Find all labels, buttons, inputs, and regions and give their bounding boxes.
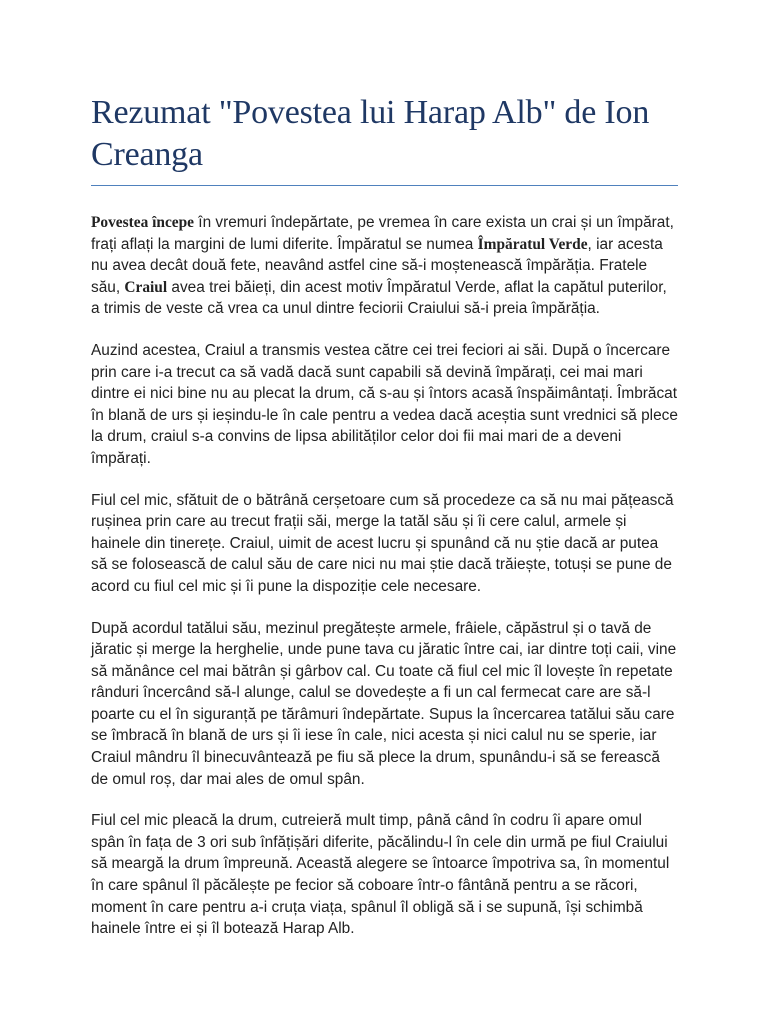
paragraph-2: Auzind acestea, Craiul a transmis vestea către cei trei feciori ai săi. După o încercare prin care i-a trecut ca să vadă dacă sunt capabili să devină împărați, cei mai mari dintre ei nici bine nu au plecat la drum, că s-au și întors acasă înspăimântați. Îmbrăcat în blană de urs și ieșindu-le în cale pentru a vedea dacă aceștia sunt vrednici să plece la drum, craiul s-a convins de lipsa abilităților celor doi fii mai mari de a deveni împărați. [91, 341, 678, 467]
paragraph-1 [91, 212, 678, 320]
paragraph-3: Fiul cel mic, sfătuit de o bătrână cerșetoare cum să procedeze ca să nu mai pățească rușinea prin care au trecut frații săi, merge la tatăl său și îi cere calul, armele și hainele din tinerețe. Craiul, uimit de acest lucru și spunând că nu știe dacă ar putea să se folosească de calul său de care nici nu mai știe dacă trăiește, totuși se pune de acord cu fiul cel mic și îi pune la dispoziție cele necesare. [91, 491, 674, 595]
paragraph-1-emphasis-imparatul-verde: Împăratul Verde [477, 235, 588, 253]
paragraph-5: Fiul cel mic pleacă la drum, cutreieră mult timp, până când în codru îi apare omul spân în fața de 3 ori sub înfățișări diferite, păcălindu-l în cele din urmă pe fiul Craiului să meargă la drum împreună. Această alegere se întoarce împotriva sa, în momentul în care spânul îl păcălește pe fecior să coboare într-o fântână pentru a se răcori, moment în care pentru a-i cruța viața, spânul îl obligă să i se supună, își schimbă hainele între ei și îl botează Harap Alb. [91, 812, 670, 938]
page-title: Rezumat "Povestea lui Harap Alb" de Ion Creanga [91, 94, 650, 173]
title-underline [91, 185, 678, 186]
paragraph-1-lead: Povestea începe [91, 214, 195, 231]
paragraph-1-text-b: , iar acesta nu avea decât două fete, neavând astfel cine să-i moștenească împărăția. Fratele său, [91, 235, 663, 296]
paragraph-1-text-a: în vremuri îndepărtate, pe vremea în care exista un crai și un împărat, frați aflați la margini de lumi diferite. Împăratul se numea [91, 214, 674, 253]
paragraph-4: După acordul tatălui său, mezinul pregătește armele, frâiele, căpăstrul și o tavă de jăratic și merge la herghelie, unde pune tava cu jăratic între cai, iar dintre toți caii, vine să mănânce cel mai bătrân și gârbov cal. Cu toate că fiul cel mic îl lovește în repetate rânduri încercând să-l alunge, calul se dovedește a fi un cal fermecat care are să-l poarte cu el în siguranță pe tărâmuri îndepărtate. Supus la încercarea tatălui său care se îmbracă în blană de urs și îi iese în cale, nici acesta și nici calul nu se sperie, iar Craiul mândru îl binecuvântează pe fiu să plece la drum, spunându-i să se ferească de omul roș, dar mai ales de omul spân. [91, 619, 677, 788]
document-body [91, 212, 678, 940]
paragraph-1-text-c: avea trei băieți, din acest motiv Împăratul Verde, aflat la capătul puterilor, a trimis de veste că vrea ca unul dintre feciorii Craiului să-i preia împărăția. [91, 278, 667, 318]
paragraph-1-emphasis-craiul: Craiul [124, 278, 168, 296]
